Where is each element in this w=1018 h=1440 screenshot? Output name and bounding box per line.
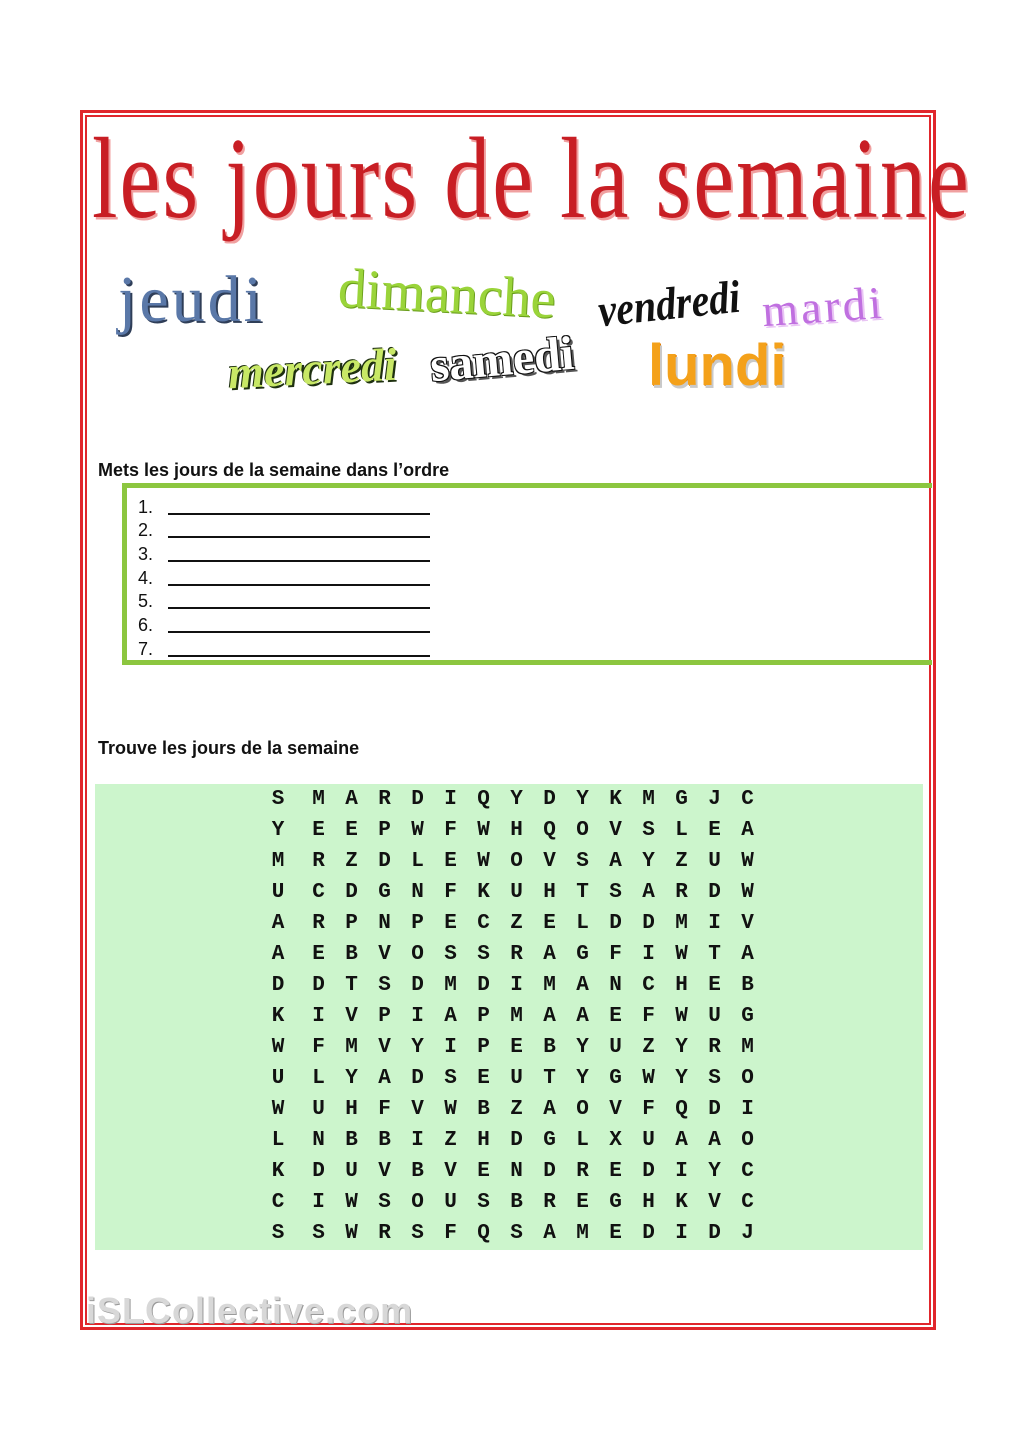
grid-letter[interactable]: N (411, 881, 424, 904)
grid-letter[interactable]: A (543, 1222, 556, 1245)
grid-letter[interactable]: W (741, 881, 754, 904)
grid-letter[interactable]: T (543, 1067, 556, 1090)
grid-letter[interactable]: A (271, 943, 285, 966)
grid-letter[interactable]: E (609, 1222, 622, 1245)
grid-letter[interactable]: I (312, 1191, 325, 1214)
grid-letter[interactable]: H (642, 1191, 655, 1214)
grid-letter[interactable]: A (741, 943, 754, 966)
grid-letter[interactable]: U (609, 1036, 622, 1059)
answer-line[interactable] (168, 513, 430, 515)
grid-letter[interactable]: I (642, 943, 655, 966)
grid-letter[interactable]: Q (543, 819, 556, 842)
grid-letter[interactable]: A (345, 788, 358, 811)
grid-letter[interactable]: V (345, 1005, 358, 1028)
grid-letter[interactable]: W (411, 819, 424, 842)
grid-row (254, 1001, 764, 1032)
grid-letter[interactable]: Y (576, 1036, 589, 1059)
grid-row (254, 784, 764, 815)
grid-letter[interactable]: S (708, 1067, 721, 1090)
grid-letter[interactable]: D (411, 1067, 424, 1090)
grid-letter[interactable]: G (378, 881, 391, 904)
grid-row (254, 939, 764, 970)
grid-letter[interactable]: S (477, 943, 490, 966)
order-item-number: 2. (138, 520, 154, 541)
grid-letter[interactable]: D (543, 788, 556, 811)
grid-letter[interactable]: P (477, 1005, 490, 1028)
order-item (138, 518, 430, 542)
grid-letter[interactable]: H (477, 1129, 490, 1152)
grid-letter[interactable]: S (510, 1222, 523, 1245)
grid-letter[interactable]: C (271, 1191, 285, 1214)
grid-letter[interactable]: R (510, 943, 523, 966)
word-mercredi: mercredi (226, 338, 398, 399)
grid-letter[interactable]: R (543, 1191, 556, 1214)
grid-letter[interactable]: K (477, 881, 490, 904)
grid-letter[interactable]: U (312, 1098, 325, 1121)
grid-letter[interactable]: Z (675, 850, 688, 873)
grid-row (254, 877, 764, 908)
grid-letter[interactable]: D (477, 974, 490, 997)
grid-letter[interactable]: D (609, 912, 622, 935)
grid-letter[interactable]: S (411, 1222, 424, 1245)
grid-letter[interactable]: N (378, 912, 391, 935)
grid-letter[interactable]: P (345, 912, 358, 935)
grid-letter[interactable]: W (675, 943, 688, 966)
grid-letter[interactable]: S (576, 850, 589, 873)
grid-letter[interactable]: D (543, 1160, 556, 1183)
grid-letter[interactable]: G (609, 1067, 622, 1090)
word-jeudi: jeudi (118, 263, 265, 336)
grid-letter[interactable]: V (444, 1160, 457, 1183)
grid-letter[interactable]: H (543, 881, 556, 904)
grid-letter[interactable]: I (675, 1222, 688, 1245)
grid-letter[interactable]: N (312, 1129, 325, 1152)
grid-letter[interactable]: U (271, 881, 285, 904)
grid-letter[interactable]: L (271, 1129, 285, 1152)
grid-letter[interactable]: O (741, 1129, 754, 1152)
grid-letter[interactable]: B (411, 1160, 424, 1183)
grid-letter[interactable]: C (741, 1191, 754, 1214)
order-item (138, 541, 430, 565)
grid-letter[interactable]: D (411, 788, 424, 811)
grid-letter[interactable]: W (271, 1036, 285, 1059)
grid-letter[interactable]: B (477, 1098, 490, 1121)
grid-letter[interactable]: O (411, 943, 424, 966)
grid-letter[interactable]: O (576, 1098, 589, 1121)
order-list (138, 494, 430, 660)
grid-letter[interactable]: Y (271, 819, 285, 842)
grid-letter[interactable]: Y (675, 1036, 688, 1059)
grid-letter[interactable]: E (477, 1067, 490, 1090)
grid-letter[interactable]: Y (510, 788, 523, 811)
watermark-logo: iSLCollective.com (86, 1290, 414, 1331)
grid-letter[interactable]: S (312, 1222, 325, 1245)
order-item-number: 3. (138, 544, 154, 565)
grid-row (254, 1187, 764, 1218)
grid-letter[interactable]: W (345, 1191, 358, 1214)
grid-letter[interactable]: M (444, 974, 457, 997)
grid-letter[interactable]: Y (345, 1067, 358, 1090)
grid-letter[interactable]: E (312, 943, 325, 966)
grid-letter[interactable]: S (271, 788, 285, 811)
grid-letter[interactable]: A (378, 1067, 391, 1090)
grid-row (254, 908, 764, 939)
grid-row (254, 815, 764, 846)
grid-letter[interactable]: M (510, 1005, 523, 1028)
grid-letter[interactable]: R (576, 1160, 589, 1183)
grid-letter[interactable]: Y (642, 850, 655, 873)
grid-letter[interactable]: P (411, 912, 424, 935)
answer-line[interactable] (168, 584, 430, 586)
grid-letter[interactable]: S (444, 1067, 457, 1090)
grid-letter[interactable]: E (444, 912, 457, 935)
grid-letter[interactable]: M (345, 1036, 358, 1059)
grid-letter[interactable]: U (444, 1191, 457, 1214)
grid-letter[interactable]: D (312, 974, 325, 997)
exercise1-heading: Mets les jours de la semaine dans l’ordre (98, 460, 450, 480)
grid-letter[interactable]: O (576, 819, 589, 842)
grid-letter[interactable]: B (345, 1129, 358, 1152)
grid-letter[interactable]: F (444, 819, 457, 842)
grid-letter[interactable]: S (378, 974, 391, 997)
order-item (138, 565, 430, 589)
answer-line[interactable] (168, 655, 430, 657)
grid-letter[interactable]: Z (345, 850, 358, 873)
grid-letter[interactable]: I (411, 1005, 424, 1028)
answer-line[interactable] (168, 631, 430, 633)
grid-letter[interactable]: T (576, 881, 589, 904)
grid-letter[interactable]: A (543, 1005, 556, 1028)
grid-row (254, 1125, 764, 1156)
grid-letter[interactable]: L (411, 850, 424, 873)
grid-letter[interactable]: X (609, 1129, 622, 1152)
grid-letter[interactable]: D (642, 1160, 655, 1183)
grid-letter[interactable]: I (675, 1160, 688, 1183)
order-item (138, 636, 430, 660)
grid-row (254, 970, 764, 1001)
grid-letter[interactable]: U (271, 1067, 285, 1090)
grid-letter[interactable]: E (609, 1005, 622, 1028)
grid-letter[interactable]: I (741, 1098, 754, 1121)
grid-letter[interactable]: I (444, 1036, 457, 1059)
grid-letter[interactable]: D (271, 974, 285, 997)
grid-letter[interactable]: Y (675, 1067, 688, 1090)
grid-letter[interactable]: A (576, 1005, 589, 1028)
grid-letter[interactable]: Q (675, 1098, 688, 1121)
grid-letter[interactable]: V (543, 850, 556, 873)
grid-letter[interactable]: E (312, 819, 325, 842)
grid-letter[interactable]: A (271, 912, 285, 935)
word-dimanche: dimanche (336, 257, 558, 331)
grid-letter[interactable]: Z (510, 912, 523, 935)
grid-letter[interactable]: H (675, 974, 688, 997)
grid-letter[interactable]: P (378, 819, 391, 842)
grid-letter[interactable]: K (271, 1005, 285, 1028)
order-item-number: 4. (138, 567, 154, 588)
grid-letter[interactable]: V (411, 1098, 424, 1121)
word-lundi: lundi (648, 333, 787, 398)
grid-letter[interactable]: U (642, 1129, 655, 1152)
grid-letter[interactable]: M (271, 850, 285, 873)
grid-letter[interactable]: V (708, 1191, 721, 1214)
grid-letter[interactable]: L (576, 912, 589, 935)
grid-row (254, 1094, 764, 1125)
grid-letter[interactable]: M (312, 788, 325, 811)
grid-letter[interactable]: Q (477, 788, 490, 811)
grid-letter[interactable]: N (510, 1160, 523, 1183)
grid-letter[interactable]: I (510, 974, 523, 997)
grid-letter[interactable]: J (741, 1222, 754, 1245)
grid-letter[interactable]: E (543, 912, 556, 935)
grid-letter[interactable]: S (642, 819, 655, 842)
grid-letter[interactable]: R (708, 1036, 721, 1059)
grid-letter[interactable]: F (609, 943, 622, 966)
grid-letter[interactable]: W (477, 850, 490, 873)
exercise2-heading: Trouve les jours de la semaine (98, 738, 360, 758)
grid-letter[interactable]: V (609, 819, 622, 842)
grid-letter[interactable]: R (378, 1222, 391, 1245)
grid-letter[interactable]: F (444, 881, 457, 904)
grid-letter[interactable]: M (642, 788, 655, 811)
order-item-number: 1. (138, 496, 154, 517)
grid-letter[interactable]: O (510, 850, 523, 873)
grid-letter[interactable]: E (477, 1160, 490, 1183)
grid-letter[interactable]: J (708, 788, 721, 811)
grid-letter[interactable]: W (477, 819, 490, 842)
grid-letter[interactable]: G (543, 1129, 556, 1152)
grid-letter[interactable]: U (345, 1160, 358, 1183)
grid-letter[interactable]: A (708, 1129, 721, 1152)
grid-letter[interactable]: W (741, 850, 754, 873)
grid-letter[interactable]: A (741, 819, 754, 842)
grid-letter[interactable]: F (378, 1098, 391, 1121)
grid-letter[interactable]: T (708, 943, 721, 966)
grid-letter[interactable]: G (576, 943, 589, 966)
grid-letter[interactable]: C (741, 788, 754, 811)
grid-letter[interactable]: Y (576, 1067, 589, 1090)
order-item (138, 494, 430, 518)
grid-letter[interactable]: D (708, 1222, 721, 1245)
grid-letter[interactable]: Z (444, 1129, 457, 1152)
grid-letter[interactable]: O (411, 1191, 424, 1214)
grid-letter[interactable]: H (345, 1098, 358, 1121)
grid-letter[interactable]: S (609, 881, 622, 904)
grid-letter[interactable]: S (444, 943, 457, 966)
grid-letter[interactable]: L (312, 1067, 325, 1090)
grid-letter[interactable]: Q (477, 1222, 490, 1245)
grid-letter[interactable]: E (609, 1160, 622, 1183)
grid-letter[interactable]: P (378, 1005, 391, 1028)
grid-letter[interactable]: V (378, 943, 391, 966)
word-vendredi: vendredi (595, 270, 743, 337)
grid-letter[interactable]: I (411, 1129, 424, 1152)
grid-letter[interactable]: E (444, 850, 457, 873)
grid-letter[interactable]: D (411, 974, 424, 997)
order-item (138, 612, 430, 636)
grid-letter[interactable]: I (708, 912, 721, 935)
order-item-number: 5. (138, 591, 154, 612)
grid-letter[interactable]: W (675, 1005, 688, 1028)
grid-letter[interactable]: G (609, 1191, 622, 1214)
grid-row (254, 846, 764, 877)
word-mardi: mardi (760, 276, 886, 337)
answer-line[interactable] (168, 607, 430, 609)
grid-letter[interactable]: D (708, 1098, 721, 1121)
order-item (138, 589, 430, 613)
grid-row (254, 1156, 764, 1187)
grid-letter[interactable]: M (543, 974, 556, 997)
grid-letter[interactable]: M (675, 912, 688, 935)
grid-letter[interactable]: G (675, 788, 688, 811)
grid-letter[interactable]: E (510, 1036, 523, 1059)
grid-letter[interactable]: C (477, 912, 490, 935)
grid-letter[interactable]: U (708, 850, 721, 873)
grid-letter[interactable]: H (510, 819, 523, 842)
word-search-grid (254, 784, 764, 1249)
grid-letter[interactable]: B (510, 1191, 523, 1214)
grid-letter[interactable]: U (510, 881, 523, 904)
order-item-number: 6. (138, 615, 154, 636)
grid-letter[interactable]: C (312, 881, 325, 904)
grid-letter[interactable]: A (609, 850, 622, 873)
grid-letter[interactable]: Y (576, 788, 589, 811)
grid-letter[interactable]: W (345, 1222, 358, 1245)
grid-letter[interactable]: D (510, 1129, 523, 1152)
grid-row (254, 1063, 764, 1094)
grid-letter[interactable]: S (271, 1222, 285, 1245)
grid-letter[interactable]: A (543, 1098, 556, 1121)
grid-letter[interactable]: E (345, 819, 358, 842)
grid-letter[interactable]: Z (642, 1036, 655, 1059)
grid-letter[interactable]: D (708, 881, 721, 904)
grid-letter[interactable]: A (675, 1129, 688, 1152)
grid-letter[interactable]: S (378, 1191, 391, 1214)
grid-letter[interactable]: M (741, 1036, 754, 1059)
grid-letter[interactable]: R (675, 881, 688, 904)
grid-letter[interactable]: D (345, 881, 358, 904)
grid-letter[interactable]: I (312, 1005, 325, 1028)
word-samedi: samedi (427, 326, 577, 393)
grid-letter[interactable]: O (741, 1067, 754, 1090)
grid-letter[interactable]: E (708, 819, 721, 842)
grid-letter[interactable]: P (477, 1036, 490, 1059)
grid-letter[interactable]: D (378, 850, 391, 873)
grid-letter[interactable]: B (543, 1036, 556, 1059)
grid-letter[interactable]: K (271, 1160, 285, 1183)
grid-letter[interactable]: I (444, 788, 457, 811)
grid-letter[interactable]: S (477, 1191, 490, 1214)
answer-line[interactable] (168, 560, 430, 562)
grid-letter[interactable]: M (576, 1222, 589, 1245)
grid-letter[interactable]: W (271, 1098, 285, 1121)
grid-letter[interactable]: G (741, 1005, 754, 1028)
grid-letter[interactable]: B (378, 1129, 391, 1152)
grid-letter[interactable]: B (345, 943, 358, 966)
grid-letter[interactable]: A (576, 974, 589, 997)
grid-letter[interactable]: R (312, 912, 325, 935)
grid-letter[interactable]: B (741, 974, 754, 997)
grid-letter[interactable]: F (444, 1222, 457, 1245)
grid-letter[interactable]: Y (708, 1160, 721, 1183)
grid-letter[interactable]: Y (411, 1036, 424, 1059)
grid-letter[interactable]: L (576, 1129, 589, 1152)
grid-letter[interactable]: A (444, 1005, 457, 1028)
grid-letter[interactable]: F (642, 1005, 655, 1028)
grid-letter[interactable]: C (741, 1160, 754, 1183)
answer-line[interactable] (168, 536, 430, 538)
grid-letter[interactable]: C (642, 974, 655, 997)
grid-letter[interactable]: T (345, 974, 358, 997)
grid-letter[interactable]: E (708, 974, 721, 997)
grid-letter[interactable]: A (543, 943, 556, 966)
grid-letter[interactable]: U (708, 1005, 721, 1028)
grid-letter[interactable]: V (609, 1098, 622, 1121)
grid-letter[interactable]: E (576, 1191, 589, 1214)
grid-row (254, 1218, 764, 1249)
grid-letter[interactable]: W (642, 1067, 655, 1090)
grid-letter[interactable]: K (675, 1191, 688, 1214)
grid-letter[interactable]: R (312, 850, 325, 873)
grid-letter[interactable]: K (609, 788, 622, 811)
grid-letter[interactable]: A (642, 881, 655, 904)
worksheet-title: les jours de la semaine (92, 114, 971, 242)
grid-letter[interactable]: V (378, 1036, 391, 1059)
order-item-number: 7. (138, 638, 154, 659)
grid-letter[interactable]: N (609, 974, 622, 997)
grid-row (254, 1032, 764, 1063)
grid-letter[interactable]: D (642, 1222, 655, 1245)
grid-letter[interactable]: V (741, 912, 754, 935)
grid-letter[interactable]: V (378, 1160, 391, 1183)
grid-letter[interactable]: Z (510, 1098, 523, 1121)
grid-letter[interactable]: D (642, 912, 655, 935)
grid-letter[interactable]: F (642, 1098, 655, 1121)
grid-letter[interactable]: R (378, 788, 391, 811)
grid-letter[interactable]: U (510, 1067, 523, 1090)
grid-letter[interactable]: F (312, 1036, 325, 1059)
grid-letter[interactable]: L (675, 819, 688, 842)
grid-letter[interactable]: W (444, 1098, 457, 1121)
grid-letter[interactable]: D (312, 1160, 325, 1183)
